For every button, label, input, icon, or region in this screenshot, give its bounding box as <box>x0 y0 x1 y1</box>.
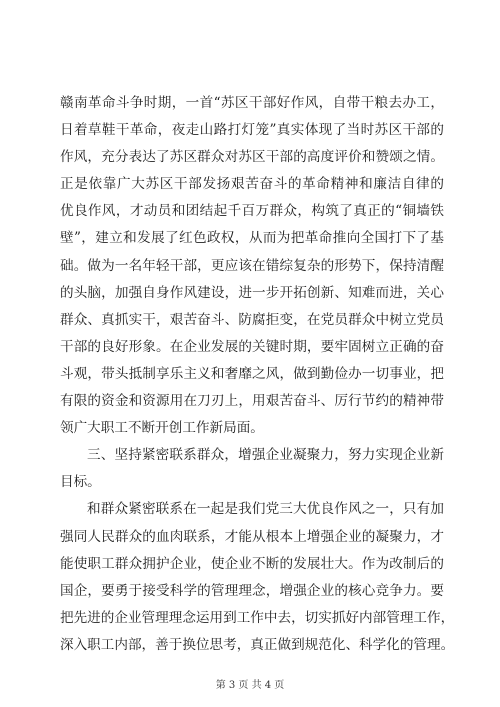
text-line: 把先进的企业管理理念运用到工作中去，切实抓好内部管理工作， <box>60 609 455 626</box>
text-line: 强同人民群众的血肉联系，才能从根本上增强企业的凝聚力，才 <box>60 528 444 545</box>
text-line: 日着草鞋干革命，夜走山路打灯笼”真实体现了当时苏区干部的 <box>60 122 444 139</box>
text-line: 赣南革命斗争时期，一首“苏区干部好作风，自带干粮去办工， <box>60 95 444 111</box>
text-line: 干部的良好形象。在企业发展的关键时期，要牢固树立正确的奋 <box>60 338 444 355</box>
text-line: 作风，充分表达了苏区群众对苏区干部的高度评价和赞颂之情。 <box>60 149 444 166</box>
text-line: 国企，要勇于接受科学的管理理念，增强企业的核心竞争力。要 <box>60 582 444 599</box>
page-number-footer: 第 3 页 共 4 页 <box>215 680 285 691</box>
text-line: 领广大职工不断开创工作新局面。 <box>60 420 264 437</box>
section-heading-line: 目标。 <box>60 474 101 491</box>
text-line: 深入职工内部，善于换位思考，真正做到规范化、科学化的管理。 <box>60 636 455 653</box>
text-line: 斗观，带头抵制享乐主义和奢靡之风，做到勤俭办一切事业，把 <box>60 365 444 382</box>
text-line: 正是依靠广大苏区干部发扬艰苦奋斗的革命精神和廉洁自律的 <box>60 176 444 193</box>
text-line: 和群众紧密联系在一起是我们党三大优良作风之一，只有加 <box>87 501 444 518</box>
text-line: 的头脑，加强自身作风建设，进一步开拓创新、知难而进，关心 <box>60 284 444 301</box>
text-line: 础。做为一名年轻干部，更应该在错综复杂的形势下，保持清醒 <box>60 257 444 274</box>
text-line: 有限的资金和资源用在刀刃上，用艰苦奋斗、厉行节约的精神带 <box>60 393 444 410</box>
body-text <box>60 90 455 659</box>
text-line: 优良作风，才动员和团结起千百万群众，构筑了真正的“铜墙铁 <box>60 203 444 220</box>
text-line: 群众、真抓实干，艰苦奋斗、防腐拒变，在党员群众中树立党员 <box>60 311 444 328</box>
text-line: 能使职工群众拥护企业，使企业不断的发展壮大。作为改制后的 <box>60 555 444 572</box>
text-line: 壁”，建立和发展了红色政权，从而为把革命推向全国打下了基 <box>60 230 444 247</box>
section-heading-line: 三、坚持紧密联系群众，增强企业凝聚力，努力实现企业新 <box>87 447 444 464</box>
